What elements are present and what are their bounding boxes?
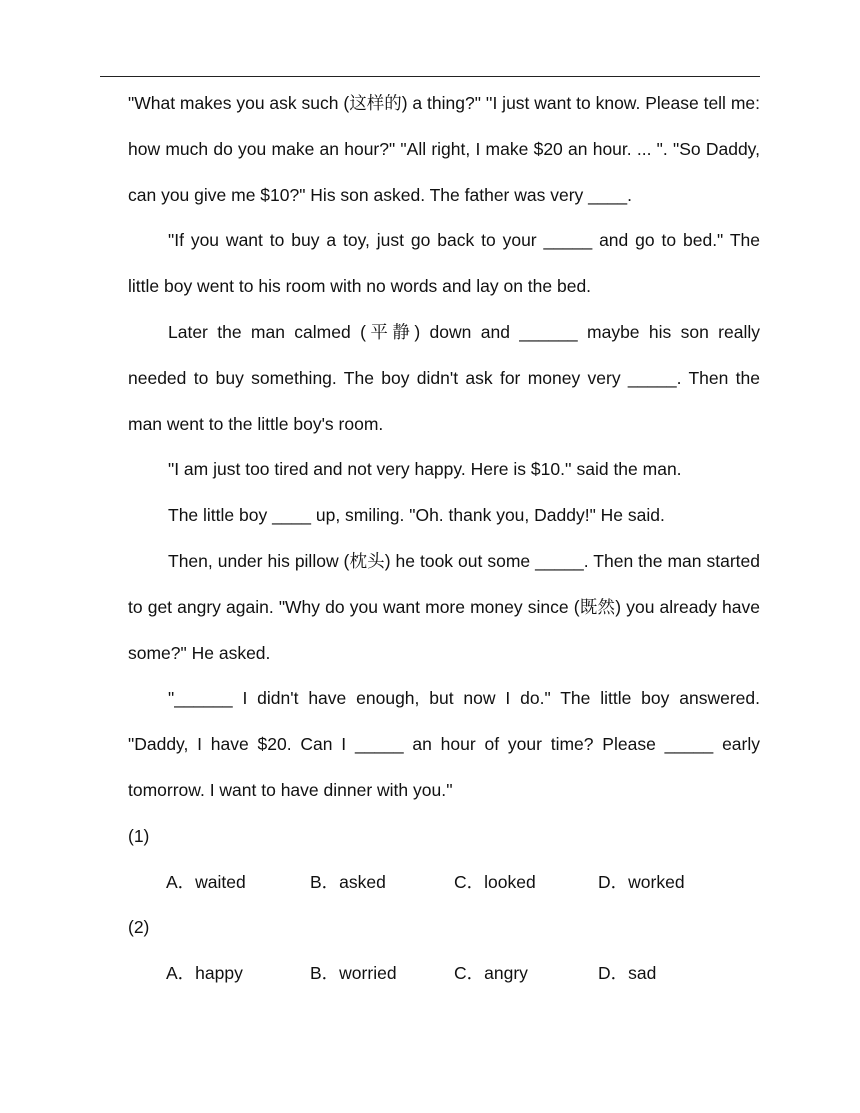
passage-content — [128, 81, 760, 997]
question-1 — [128, 814, 760, 906]
option-d[interactable]: D．sad — [598, 963, 657, 984]
option-a[interactable]: A．waited — [166, 871, 246, 892]
question-options — [128, 860, 760, 906]
question-2 — [128, 905, 760, 997]
passage-paragraph-2: "If you want to buy a toy, just go back to your _____ and go to bed." The little boy went to his room with no words and lay on the bed. — [128, 230, 760, 297]
option-c[interactable]: C．angry — [454, 963, 528, 984]
passage-paragraph-1: "What makes you ask such (这样的) a thing?" ''I just want to know. Please tell me: how much do you make an hour?" "All right, I make $20 an hour. ... ". "So Daddy, can you give me $10?" His son asked. The father was very ____. — [128, 93, 760, 205]
option-b[interactable]: B．worried — [310, 963, 397, 984]
option-d[interactable]: D．worked — [598, 871, 685, 892]
passage-paragraph-7: "______ I didn't have enough, but now I do." The little boy answered. "Daddy, I have $20. Can I _____ an hour of your time? Please _____ early tomorrow. I want to have dinner with you.'' — [128, 688, 760, 800]
passage-paragraph-3: Later the man calmed (平静) down and ______ maybe his son really needed to buy something. The boy didn't ask for money very _____. Then the man went to the little boy's room. — [128, 321, 760, 434]
header-rule — [100, 76, 760, 77]
passage-paragraph-5: The little boy ____ up, smiling. "Oh. thank you, Daddy!" He said. — [168, 505, 665, 526]
option-b[interactable]: B．asked — [310, 871, 386, 892]
passage-paragraph-4: "I am just too tired and not very happy. Here is $10.'' said the man. — [168, 459, 682, 480]
question-number: (1) — [128, 825, 150, 846]
option-c[interactable]: C．looked — [454, 871, 536, 892]
passage-paragraph-6: Then, under his pillow (枕头) he took out some _____. Then the man started to get angry again. "Why do you want more money since (既然) you already have some?" He asked. — [128, 550, 760, 663]
question-number: (2) — [128, 917, 150, 938]
option-a[interactable]: A．happy — [166, 963, 243, 984]
question-options — [128, 951, 760, 997]
